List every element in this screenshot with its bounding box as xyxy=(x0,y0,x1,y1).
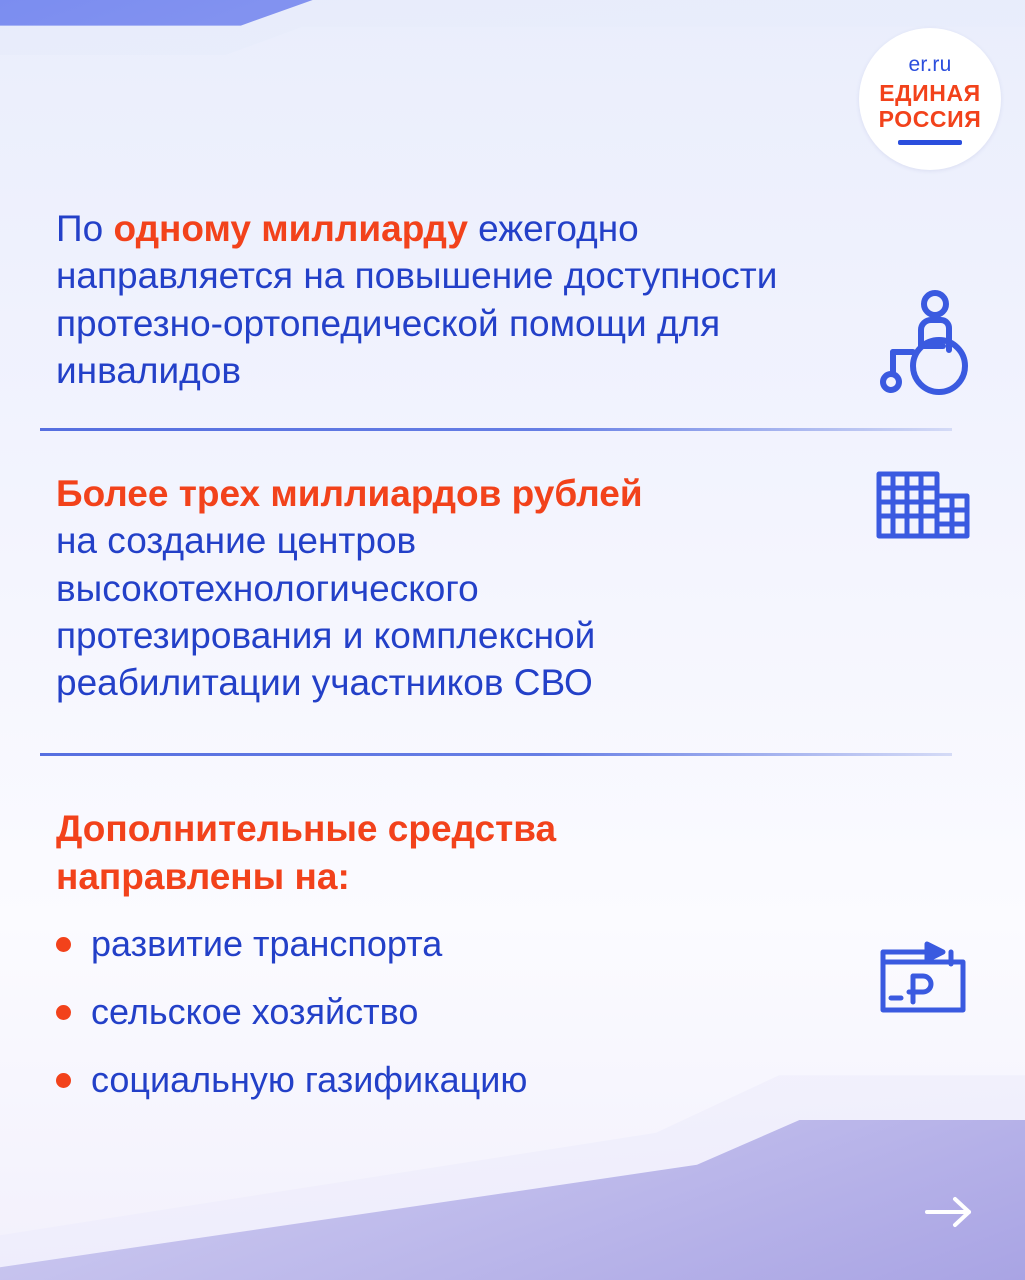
extra-funds-block xyxy=(56,805,756,1127)
list-item xyxy=(56,923,756,965)
statement-block-prosthetics xyxy=(56,205,876,394)
statement-text-prosthetics xyxy=(56,205,876,394)
statement-block-centers xyxy=(56,470,756,707)
bullet-dot-icon xyxy=(56,1005,71,1020)
logo-line-1: ЕДИНАЯ xyxy=(879,80,981,107)
list-item-label: социальную газификацию xyxy=(91,1059,528,1101)
statement-highlight-amount: одному миллиарду xyxy=(113,208,468,249)
next-arrow-button[interactable] xyxy=(921,1192,977,1232)
logo-underline xyxy=(898,140,962,145)
wheelchair-icon xyxy=(873,290,973,405)
list-item xyxy=(56,1059,756,1101)
extra-funds-list xyxy=(56,923,756,1101)
statement-text-centers xyxy=(56,470,756,707)
bullet-dot-icon xyxy=(56,937,71,952)
building-icon xyxy=(873,470,973,545)
statement-rest: ежегодно направляется на повышение доступности протезно-ортопедической помощи для инвалидов xyxy=(56,208,778,392)
logo-site-label: er.ru xyxy=(908,53,952,77)
logo-badge[interactable] xyxy=(859,28,1001,170)
list-item-label: развитие транспорта xyxy=(91,923,443,965)
money-transfer-icon xyxy=(873,940,973,1025)
list-item xyxy=(56,991,756,1033)
statement-lead-plain: По xyxy=(56,208,114,249)
logo-line-2: РОССИЯ xyxy=(878,106,982,132)
list-item-label: сельское хозяйство xyxy=(91,991,419,1033)
bullet-dot-icon xyxy=(56,1073,71,1088)
statement-highlight-amount-2: Более трех миллиардов рублей xyxy=(56,473,643,514)
statement-rest-2: на создание центров высокотехнологического протезирования и комплексной реабилитации участников СВО xyxy=(56,520,596,704)
extra-funds-heading: Дополнительные средства направлены на: xyxy=(56,808,557,898)
divider-2 xyxy=(40,753,952,756)
divider-1 xyxy=(40,428,952,431)
